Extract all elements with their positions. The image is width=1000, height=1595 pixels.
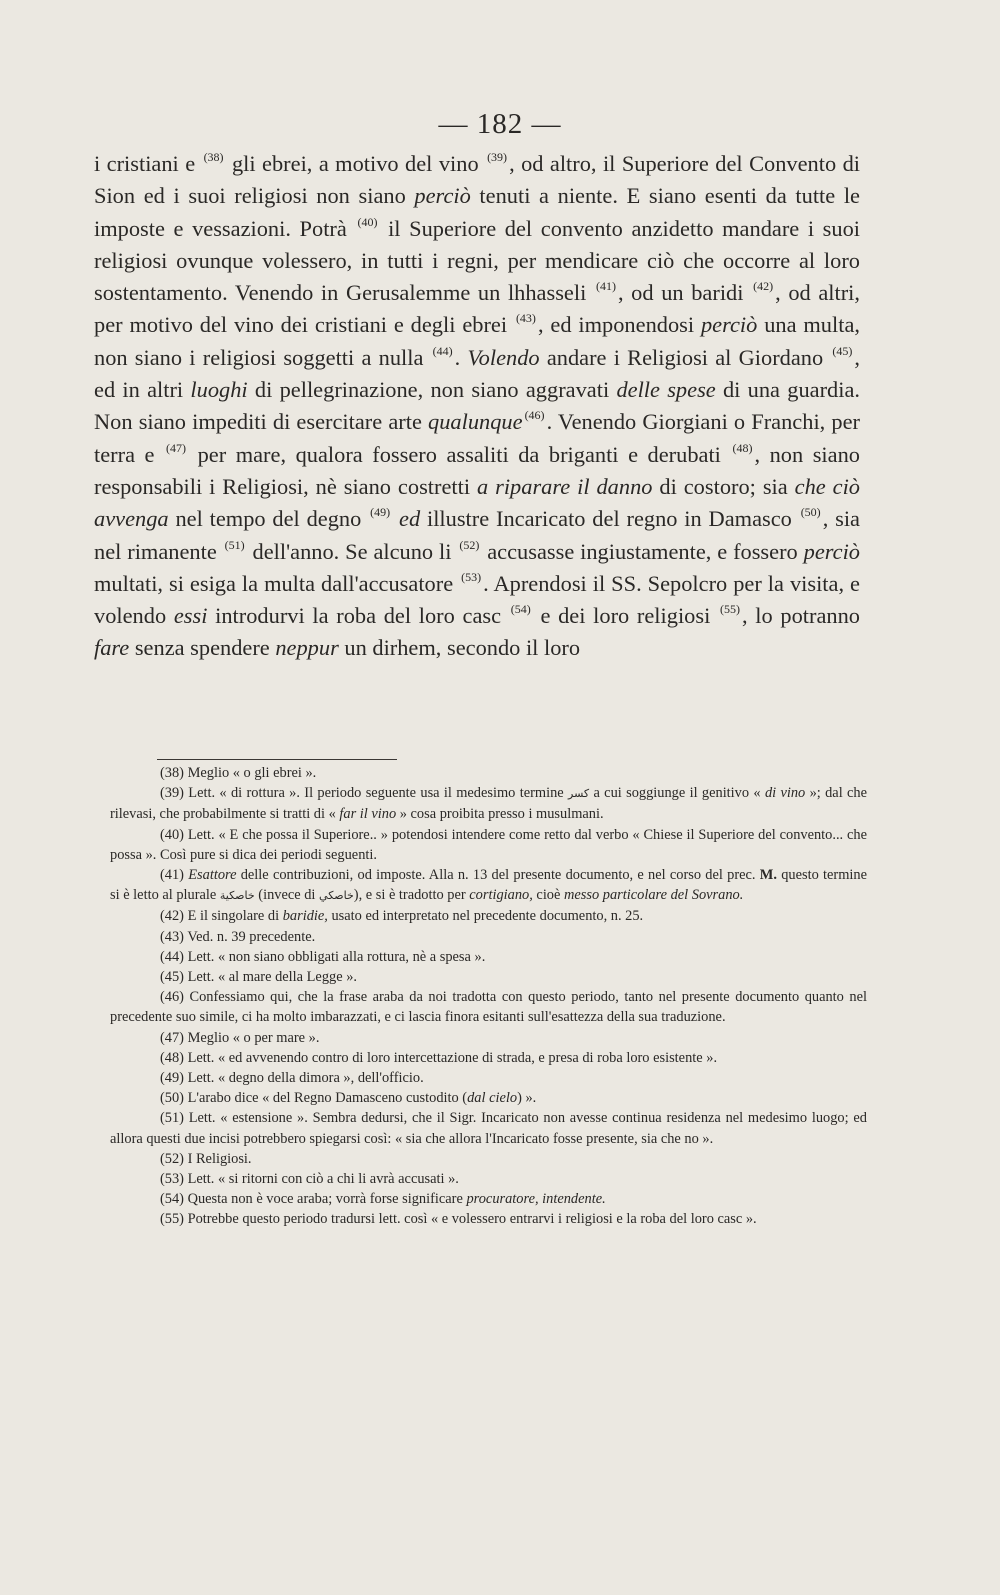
text-run: (45) Lett. « al mare della Legge ». [160, 969, 357, 986]
text-run: , od altro, il Superiore del Convento di Sion ed i suoi religiosi non siano [94, 151, 860, 209]
footnote [110, 906, 867, 926]
footnote-ref: (47) [166, 440, 187, 455]
text-run: di costoro; sia [652, 473, 795, 499]
text-run: andare i Religiosi al Giordano [539, 344, 831, 370]
text-run: a cui soggiunge il genitivo « [589, 785, 765, 802]
footnote-ref: (54) [510, 602, 531, 617]
footnote [110, 1028, 867, 1048]
footnote [110, 927, 867, 947]
italic-text: luoghi [190, 377, 248, 403]
text-run: , lo potranno [742, 603, 860, 629]
footnote-ref: (38) [203, 150, 224, 164]
footnote [110, 1189, 867, 1209]
footnote [110, 1108, 867, 1148]
text-run: (40) Lett. « E che possa il Superiore.. » potendosi intendere come retto dal verbo « Chiese il Superiore del convento... che possa ». Così pure si dica dei periodi seguenti. [110, 826, 867, 863]
footnote-ref: (40) [357, 214, 378, 229]
footnote [110, 763, 867, 783]
bold-text: M. [759, 867, 777, 884]
text-run: (42) E il singolare di [160, 908, 283, 925]
footnote-ref: (49) [370, 505, 391, 520]
text-run: , sia nel rimanente [94, 506, 860, 564]
text-run: introdurvi la roba del loro casc [207, 603, 509, 629]
text-run: (39) Lett. « di rottura ». Il periodo seguente usa il medesimo termine [160, 785, 568, 802]
italic-text: perciò [414, 183, 471, 209]
text-run: per mare, qualora fossero assaliti da briganti e derubati [188, 441, 731, 467]
footnote [110, 1149, 867, 1169]
arabic-word: خاصكية [219, 889, 255, 903]
footnote [110, 967, 867, 987]
text-run: (47) Meglio « o per mare ». [160, 1029, 320, 1046]
footnote-ref: (42) [753, 279, 774, 294]
italic-text: perciò [700, 312, 758, 338]
text-run: . Aprendosi il SS. Sepolcro per la visita, e volendo [94, 570, 860, 629]
text-run: (49) Lett. « degno della dimora », dell'officio. [160, 1070, 424, 1087]
footnotes [110, 763, 867, 1230]
arabic-word: خاصكي [319, 889, 354, 903]
footnote-ref: (46) [524, 408, 545, 423]
text-run: (55) Potrebbe questo periodo tradursi lett. così « e volessero entrarvi i religiosi e la roba del loro casc ». [160, 1211, 757, 1228]
footnote-ref: (44) [432, 343, 453, 358]
italic-text: baridie, [282, 908, 328, 925]
text-run: (50) L'arabo dice « del Regno Damasceno custodito ( [160, 1090, 468, 1107]
text-run: (44) Lett. « non siano obbligati alla rottura, nè a spesa ». [160, 948, 486, 965]
footnote-ref: (51) [224, 537, 245, 552]
footnote-ref: (39) [487, 150, 508, 164]
footnote [110, 865, 867, 906]
text-run: dell'anno. Se alcuno li [246, 538, 458, 564]
text-run: i cristiani e [94, 151, 202, 176]
footnote-ref: (53) [461, 569, 482, 584]
footnote [110, 1088, 867, 1108]
text-run: nel tempo del degno [168, 506, 369, 532]
italic-text: qualunque [428, 409, 523, 435]
text-run: » cosa proibita presso i musulmani. [396, 806, 604, 823]
text-run: (51) Lett. « estensione ». Sembra dedursi, che il Sigr. Incaricato non avesse continua residenza nel medesimo luogo; ed allora questi due incisi potrebbero spiegarsi così: « sia che allora l'Incaricato fosse presente, sia che no ». [110, 1110, 867, 1147]
text-run: (52) I Religiosi. [160, 1150, 252, 1167]
text-run: (invece di [254, 887, 320, 904]
text-run: (38) Meglio « o gli ebrei ». [160, 765, 317, 781]
text-run: usato ed interpretato nel precedente documento, n. 25. [327, 908, 644, 925]
footnote-ref: (55) [720, 602, 740, 617]
text-run: un dirhem, secondo il loro [338, 635, 581, 661]
text-run: (48) Lett. « ed avvenendo contro di loro intercettazione di strada, e presa di roba loro esistente ». [160, 1049, 718, 1066]
italic-text: procuratore, intendente. [466, 1191, 606, 1208]
main-text [94, 148, 860, 665]
text-run: gli ebrei, a motivo del vino [225, 151, 486, 176]
italic-text: cortigiano, [469, 887, 533, 904]
text-run: di pellegrinazione, non siano aggravati [247, 377, 617, 403]
footnote [110, 1209, 867, 1229]
text-run: multati, si esiga la multa dall'accusatore [94, 570, 460, 596]
text-run: accusasse ingiustamente, e fossero [481, 538, 804, 564]
italic-text: di vino [764, 785, 806, 802]
italic-text: delle spese [616, 377, 716, 403]
text-run: tenuti a niente. E siano esenti da tutte le imposte e vessazioni. Potrà [94, 183, 860, 241]
italic-text: far il vino [339, 806, 397, 823]
text-run: illustre Incaricato del regno in Damasco [420, 506, 799, 532]
text-run: ) ». [517, 1090, 537, 1107]
text-run: (43) Ved. n. 39 precedente. [160, 928, 316, 945]
text-run: . Venendo Giorgiani o Franchi, per terra e [94, 409, 860, 467]
footnote-ref: (52) [459, 537, 480, 552]
text-run: (46) Confessiamo qui, che la frase araba da noi tradotta con questo periodo, tanto nel presente documento quanto nel precedente suo simile, ci ha molto imbarazzati, e ci lascia finora esitanti sull'esattezza della sua traduzione. [110, 989, 867, 1026]
footnote [110, 1048, 867, 1068]
footnote [110, 1068, 867, 1088]
footnote-ref: (43) [515, 311, 536, 326]
footnote-ref: (50) [800, 505, 821, 520]
italic-text: messo particolare del Sovrano. [564, 887, 744, 904]
italic-text: ed [399, 506, 421, 532]
footnote-ref: (45) [832, 343, 853, 358]
italic-text: dal cielo [467, 1090, 518, 1107]
main-paragraph [94, 148, 860, 665]
text-run: , ed imponendosi [537, 312, 701, 338]
italic-text: essi [173, 603, 208, 629]
text-run: (41) [160, 867, 189, 884]
footnote [110, 783, 867, 824]
footnote [110, 947, 867, 967]
text-run: , od un baridi [617, 280, 752, 306]
italic-text: perciò [803, 538, 860, 564]
text-run: , od altri, per motivo del vino dei cristiani e degli ebrei [94, 280, 861, 338]
text-run: ), e si è tradotto per [353, 887, 470, 904]
footnote-ref: (48) [732, 440, 753, 455]
text-run: senza spendere [129, 635, 276, 661]
arabic-word: كسر [568, 787, 590, 801]
italic-text: fare [94, 635, 130, 661]
text-run: il Superiore del convento anzidetto mandare i suoi religiosi ovunque volessero, in tutti i regni, per mendicare ciò che occorre al loro sostentamento. Venendo in Gerusalemme un lhhasseli [94, 215, 861, 306]
italic-text: Volendo [467, 344, 540, 370]
footnote [110, 825, 867, 865]
italic-text: a riparare il danno [477, 473, 653, 499]
text-run: cioè [532, 887, 564, 904]
text-run: questo termine si è letto al plurale [110, 867, 867, 904]
text-run: e dei loro religiosi [532, 603, 718, 629]
footnote-rule [157, 759, 397, 760]
text-run: (54) Questa non è voce araba; vorrà forse significare [160, 1191, 467, 1208]
italic-text: neppur [275, 635, 339, 661]
text-run: . [454, 344, 468, 370]
text-run: una multa, non siano i religiosi soggetti a nulla [94, 312, 860, 370]
text-run [392, 506, 399, 531]
text-run: di una guardia. Non siano impediti di esercitare arte [94, 377, 861, 435]
footnote [110, 987, 867, 1027]
footnote [110, 1169, 867, 1189]
text-run: , non siano responsabili i Religiosi, nè siano costretti [94, 441, 860, 499]
footnote-ref: (41) [595, 279, 616, 294]
text-run: (53) Lett. « si ritorni con ciò a chi li avrà accusati ». [160, 1171, 459, 1188]
page-number: — 182 — [438, 108, 562, 140]
text-run: delle contribuzioni, od imposte. Alla n. 13 del presente documento, e nel corso del prec. [236, 867, 760, 884]
italic-text: che ciò avvenga [94, 473, 860, 532]
italic-text: Esattore [188, 867, 237, 884]
text-run: »; dal che rilevasi, che probabilmente si tratti di « [110, 785, 867, 823]
text-run: , ed in altri [94, 344, 860, 403]
